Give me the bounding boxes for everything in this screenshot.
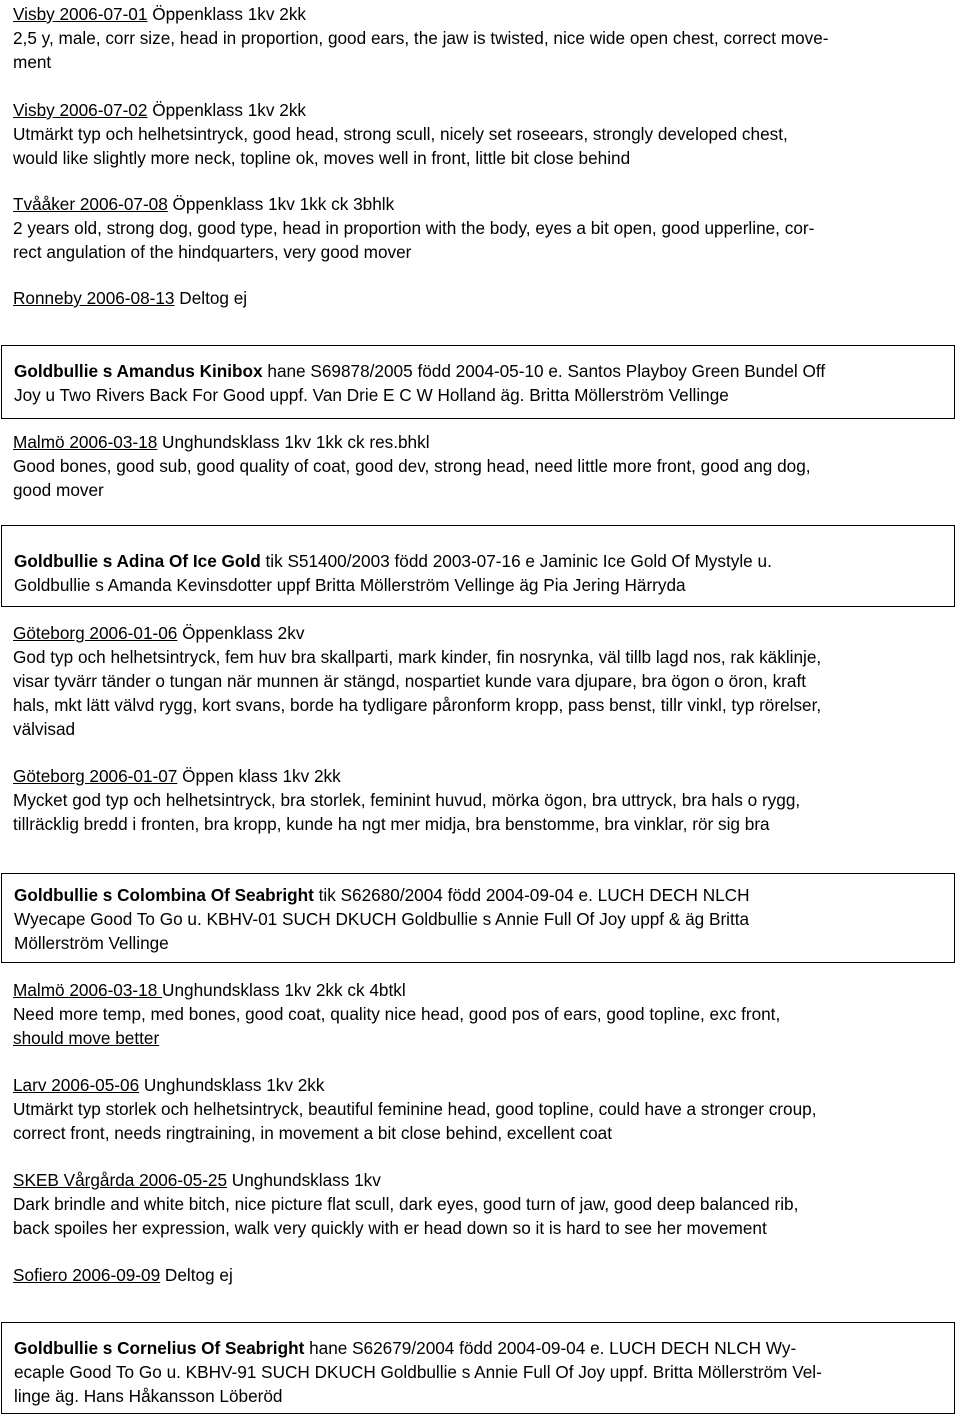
- show-place-link[interactable]: Malmö 2006-03-18: [13, 432, 158, 452]
- show-place-link[interactable]: Göteborg 2006-01-07: [13, 766, 178, 786]
- critique-line: Utmärkt typ och helhetsintryck, good head, strong scull, nicely set roseears, strongly developed chest,: [13, 124, 788, 144]
- critique-line: Dark brindle and white bitch, nice picture flat scull, dark eyes, good turn of jaw, good deep balanced rib,: [13, 1194, 799, 1214]
- dog-name: Goldbullie s Amandus Kinibox: [14, 361, 263, 381]
- show-heading: [13, 1168, 948, 1192]
- show-heading: [13, 192, 948, 216]
- results-section-4: [13, 978, 948, 1287]
- dog-pedigree-line: Goldbullie s Amanda Kevinsdotter uppf Britta Möllerström Vellinge äg Pia Jering Härryda: [14, 575, 686, 595]
- dog-info-box: [1, 1322, 955, 1414]
- show-heading: [13, 430, 948, 454]
- show-place-link[interactable]: SKEB Vårgårda 2006-05-25: [13, 1170, 228, 1190]
- critique-line: Good bones, good sub, good quality of coat, good dev, strong head, need little more front, good ang dog,: [13, 456, 811, 476]
- show-class: Öppenklass 1kv 2kk: [147, 100, 307, 120]
- dog-info-box: [1, 525, 955, 607]
- dog-name: Goldbullie s Cornelius Of Seabright: [14, 1338, 305, 1358]
- show-class: Deltog ej: [174, 288, 248, 308]
- critique-line: Utmärkt typ storlek och helhetsintryck, beautiful feminine head, good topline, could have a stronger croup,: [13, 1099, 817, 1119]
- show-heading: [13, 1073, 948, 1097]
- critique-line: back spoiles her expression, walk very quickly with er head down so it is hard to see her movement: [13, 1218, 767, 1238]
- critique-line: 2,5 y, male, corr size, head in proportion, good ears, the jaw is twisted, nice wide open chest, correct move-: [13, 28, 829, 48]
- show-place-link[interactable]: Sofiero 2006-09-09: [13, 1265, 161, 1285]
- critique-line: tillräcklig bredd i fronten, bra kropp, kunde ha ngt mer midja, bra benstomme, bra vinklar, rör sig bra: [13, 814, 770, 834]
- show-class: Öppenklass 1kv 2kk: [147, 4, 307, 24]
- show-class: Öppenklass 1kv 1kk ck 3bhlk: [167, 194, 395, 214]
- show-place-link[interactable]: Larv 2006-05-06: [13, 1075, 140, 1095]
- critique-line: good mover: [13, 480, 104, 500]
- show-class: Öppenklass 2kv: [177, 623, 305, 643]
- results-section-3: [13, 621, 948, 836]
- critique-line: 2 years old, strong dog, good type, head in proportion with the body, eyes a bit open, good upperline, cor-: [13, 218, 815, 238]
- dog-pedigree: tik S62680/2004 född 2004-09-04 e. LUCH DECH NLCH: [313, 885, 750, 905]
- dog-pedigree: hane S62679/2004 född 2004-09-04 e. LUCH DECH NLCH Wy-: [304, 1338, 797, 1358]
- dog-pedigree-line: linge äg. Hans Håkansson Löberöd: [14, 1386, 283, 1406]
- show-place-link[interactable]: Visby 2006-07-01: [13, 4, 148, 24]
- critique-line: God typ och helhetsintryck, fem huv bra skallparti, mark kinder, fin nosrynka, väl tillb lagd nos, rak käklinje,: [13, 647, 822, 667]
- show-class: Öppen klass 1kv 2kk: [177, 766, 341, 786]
- dog-info-box: [1, 345, 955, 419]
- critique-line: Need more temp, med bones, good coat, quality nice head, good pos of ears, good topline, exc front,: [13, 1004, 781, 1024]
- show-heading: [13, 978, 948, 1002]
- critique-line: välvisad: [13, 719, 76, 739]
- results-section-2: [13, 430, 948, 502]
- show-heading: [13, 621, 948, 645]
- critique-line: should move better: [13, 1028, 160, 1048]
- show-place-link[interactable]: Göteborg 2006-01-06: [13, 623, 178, 643]
- show-class: Unghundsklass 1kv 2kk ck 4btkl: [162, 980, 406, 1000]
- dog-pedigree: hane S69878/2005 född 2004-05-10 e. Santos Playboy Green Bundel Off: [262, 361, 826, 381]
- show-place-link[interactable]: Visby 2006-07-02: [13, 100, 148, 120]
- show-place-link[interactable]: Tvååker 2006-07-08: [13, 194, 168, 214]
- show-place-link[interactable]: Ronneby 2006-08-13: [13, 288, 175, 308]
- dog-name: Goldbullie s Colombina Of Seabright: [14, 885, 314, 905]
- dog-pedigree-line: Wyecape Good To Go u. KBHV-01 SUCH DKUCH Goldbullie s Annie Full Of Joy uppf & äg Britta: [14, 909, 750, 929]
- show-heading: [13, 764, 948, 788]
- critique-line: Mycket god typ och helhetsintryck, bra storlek, feminint huvud, mörka ögon, bra uttryck, bra hals o rygg,: [13, 790, 801, 810]
- dog-pedigree-line: Möllerström Vellinge: [14, 933, 169, 953]
- show-class: Deltog ej: [160, 1265, 233, 1285]
- show-heading: [13, 98, 948, 122]
- critique-line: would like slightly more neck, topline ok, moves well in front, little bit close behind: [13, 148, 631, 168]
- results-section-1: [13, 2, 948, 310]
- dog-pedigree: tik S51400/2003 född 2003-07-16 e Jaminic Ice Gold Of Mystyle u.: [260, 551, 772, 571]
- show-heading: [13, 286, 948, 310]
- dog-name: Goldbullie s Adina Of Ice Gold: [14, 551, 261, 571]
- dog-pedigree-line: ecaple Good To Go u. KBHV-91 SUCH DKUCH Goldbullie s Annie Full Of Joy uppf. Britta Möllerström Vel-: [14, 1362, 822, 1382]
- show-heading: [13, 1263, 948, 1287]
- dog-info-box: [1, 873, 955, 963]
- critique-line: ment: [13, 52, 52, 72]
- show-class: Unghundsklass 1kv 1kk ck res.bhkl: [157, 432, 430, 452]
- critique-line: visar tyvärr tänder o tungan när munnen är stängd, nospartiet kunde vara djupare, bra ögon o öron, kraft: [13, 671, 807, 691]
- show-class: Unghundsklass 1kv 2kk: [139, 1075, 325, 1095]
- critique-line: correct front, needs ringtraining, in movement a bit close behind, excellent coat: [13, 1123, 613, 1143]
- critique-line: hals, mkt lätt välvd rygg, kort svans, borde ha tydligare påronform kropp, pass benst, tillr vinkl, typ rörelser,: [13, 695, 822, 715]
- dog-pedigree-line: Joy u Two Rivers Back For Good uppf. Van Drie E C W Holland äg. Britta Möllerström Vellinge: [14, 385, 729, 405]
- critique-line: rect angulation of the hindquarters, very good mover: [13, 242, 412, 262]
- show-place-link[interactable]: Malmö 2006-03-18: [13, 980, 163, 1000]
- show-class: Unghundsklass 1kv: [227, 1170, 381, 1190]
- show-heading: [13, 2, 948, 26]
